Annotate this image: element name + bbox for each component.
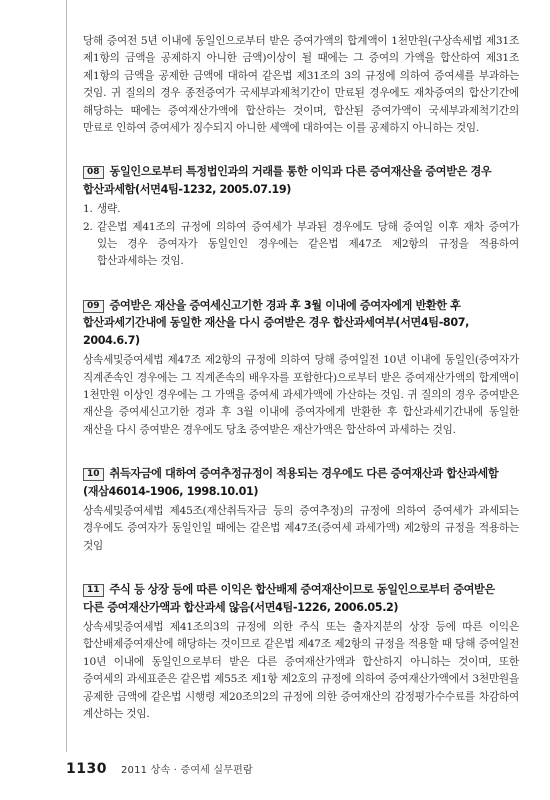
case-section-10: [83, 465, 519, 555]
case-section-08: [83, 163, 519, 270]
case-body: 상속세및증여세법 제41조의3의 규정에 의한 주식 또는 출자지분의 상장 등에 따른 이익은 합산배제증여재산에 해당하는 것이므로 같은법 제47조 제2항의 규정을 적용할 때 당해 증여일전 10년 이내에 동일인으로부터 받은 다른 증여재산가액과 합산하지 아니하는 것이며, 또한 증여세의 과세표준은 같은법 제55조 제1항 제2호의 규정에 의하여 증여재산가액에서 3천만원을 공제한 금액에 같은법 시행령 제20조의2의 규정에 의한 증여재산의 감정평가수수료를 차감하여 계산하는 것임.: [83, 620, 519, 720]
intro-paragraph: 당해 증여전 5년 이내에 동일인으로부터 받은 증여가액의 합계액이 1천만원(구상속세법 제31조 제1항의 금액을 공제하지 아니한 금액)이상이 될 때에는 그 증여의 가액을 합산하여 제31조 제1항의 금액을 공제한 금액에 대하여 같은법 제31조의 3의 규정에 의하여 증여세를 부과하는 것임. 귀 질의의 경우 종전증여가 국세부과제척기간이 만료된 경우에도 재차증여의 합산기간에 해당하는 때에는 증여재산가액에 합산하는 것이며, 합산된 증여가액이 국세부과제척기간의 만료로 인하여 증여세가 징수되지 아니한 세액에 대하여는 이를 공제하지 아니하는 것임.: [83, 35, 519, 135]
list-item: [83, 219, 519, 271]
case-title: 동일인으로부터 특정법인과의 거래를 통한 이익과 다른 증여재산을 증여받은 경우 합산과세함(서면4팀-1232, 2005.07.19): [83, 165, 492, 196]
case-heading: [83, 297, 519, 349]
case-section-09: [83, 297, 519, 439]
margin-rule: [66, 0, 67, 752]
case-title: 취득자금에 대하여 증여추정규정이 적용되는 경우에도 다른 증여재산과 합산과세함(재삼46014-1906, 1998.10.01): [83, 467, 499, 498]
list-marker: 1.: [83, 203, 93, 216]
intro-section: [83, 33, 519, 137]
case-title: 주식 등 상장 등에 따른 이익은 합산배제 증여재산이므로 동일인으로부터 증여받은 다른 증여재산가액과 합산과세 않음(서면4팀-1226, 2006.05.2): [83, 583, 495, 614]
case-number-badge: 09: [83, 300, 104, 313]
case-heading: [83, 581, 519, 616]
case-section-11: [83, 581, 519, 723]
case-heading: [83, 163, 519, 198]
book-title: 2011 상속 · 증여세 실무편람: [120, 765, 253, 776]
case-body: 상속세및증여세법 제47조 제2항의 규정에 의하여 당해 증여일전 10년 이내에 동일인(증여자가 직계존속인 경우에는 그 직계존속의 배우자를 포함한다)으로부터 받은 증여재산가액의 합계액이 1천만원 이상인 경우에는 그 가액을 증여세 과세가액에 가산하는 것임. 귀 질의의 경우 증여받은 재산을 증여세신고기한 경과 후 3월 이내에 증여자에게 반환한 후 합산과세기간내에 동일한 재산을 다시 증여받은 경우에도 당초 증여받은 재산가액은 합산하여 과세하는 것임.: [83, 354, 519, 436]
list-item-text: 생략.: [97, 203, 121, 216]
case-number-badge: 11: [83, 584, 104, 597]
case-title: 증여받은 재산을 증여세신고기한 경과 후 3월 이내에 증여자에게 반환한 후 합산과세기간내에 동일한 재산을 다시 증여받은 경우 합산과세여부(서면4팀-807, 2004.6.7): [83, 298, 469, 347]
page-content: [83, 33, 519, 723]
list-item: [83, 201, 519, 218]
list-item-text: 같은법 제41조의 규정에 의하여 증여세가 부과된 경우에도 당해 증여일 이후 재차 증여가 있는 경우 증여자가 동일인인 경우에는 같은법 제47조 제2항의 규정을 적용하여 합산과세하는 것임.: [97, 220, 519, 268]
case-body: 상속세및증여세법 제45조(재산취득자금 등의 증여추정)의 규정에 의하여 증여세가 과세되는 경우에도 증여자가 동일인일 때에는 같은법 제47조(증여세 과세가액) 제2항의 규정을 적용하는 것임: [83, 504, 519, 552]
list-marker: 2.: [83, 220, 93, 233]
case-list: [83, 201, 519, 271]
case-number-badge: 08: [83, 166, 104, 179]
case-number-badge: 10: [83, 468, 104, 481]
page-footer: [66, 761, 253, 777]
page-number: 1130: [66, 761, 107, 777]
case-heading: [83, 465, 519, 500]
